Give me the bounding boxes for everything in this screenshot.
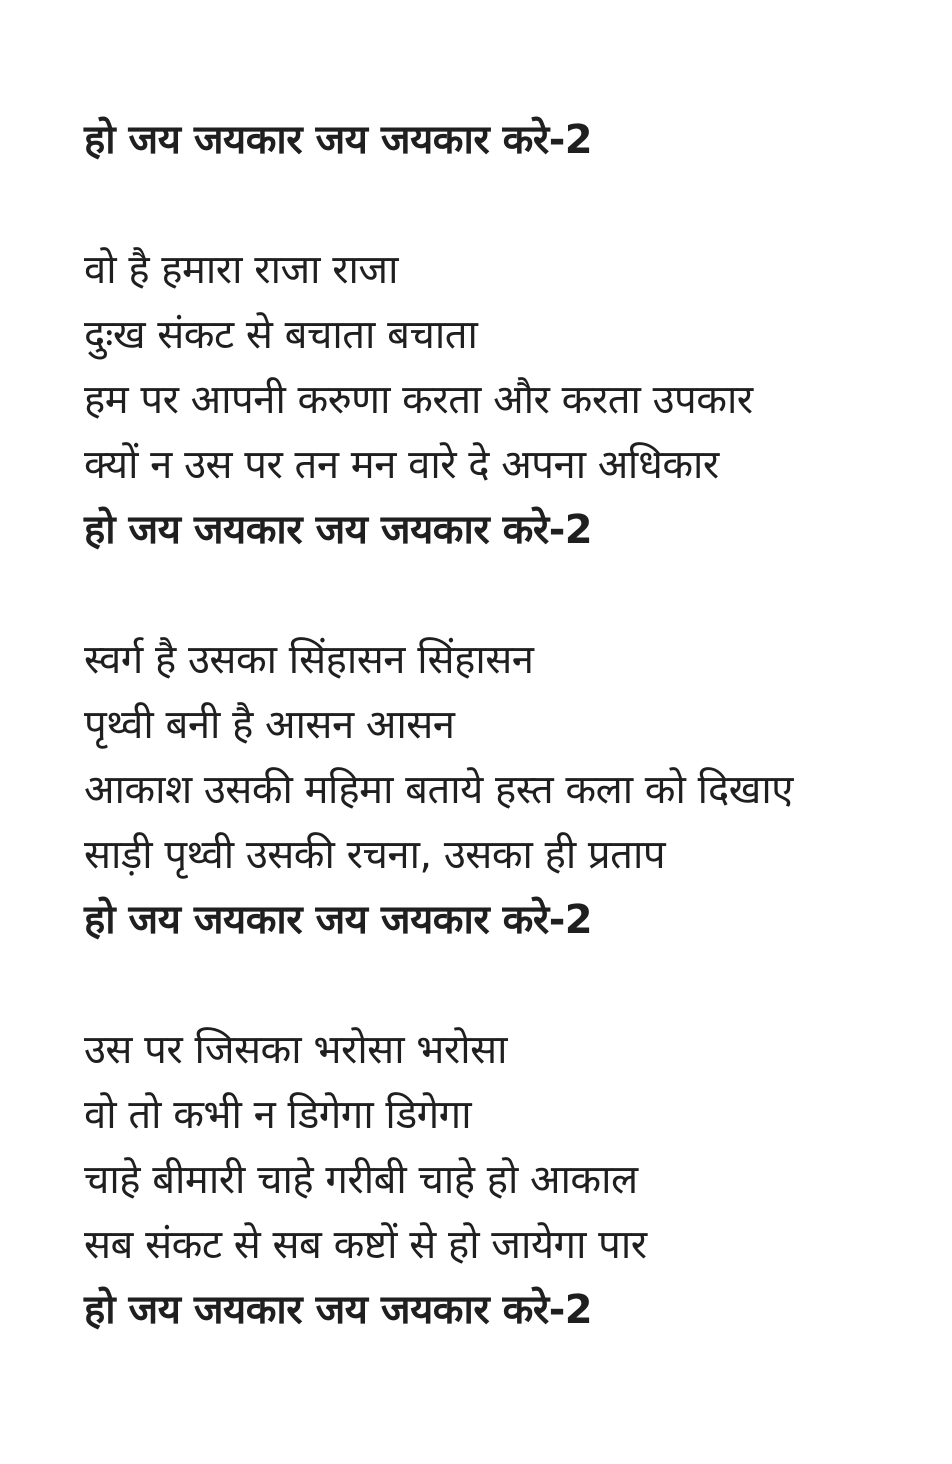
verse-3-chorus-line: हो जय जयकार जय जयकार करे-2 <box>84 1287 593 1333</box>
stanza-divider <box>84 953 924 1018</box>
verse-3 <box>84 1018 924 1343</box>
verse-3-line-4: सब संकट से सब कष्टों से हो जायेगा पार <box>84 1222 647 1268</box>
verse-2-line-3: आकाश उसकी महिमा बताये हस्त कला को दिखाए <box>84 767 793 813</box>
verse-2-line-2: पृथ्वी बनी है आसन आसन <box>84 702 455 748</box>
song-lyrics <box>84 108 924 1343</box>
verse-1 <box>84 238 924 563</box>
verse-3-line-1: उस पर जिसका भरोसा भरोसा <box>84 1027 508 1073</box>
stanza-divider <box>84 563 924 628</box>
verse-3-line-3: चाहे बीमारी चाहे गरीबी चाहे हो आकाल <box>84 1157 638 1203</box>
verse-1-chorus-line: हो जय जयकार जय जयकार करे-2 <box>84 507 593 553</box>
verse-2-chorus-line: हो जय जयकार जय जयकार करे-2 <box>84 897 593 943</box>
verse-1-line-4: क्यों न उस पर तन मन वारे दे अपना अधिकार <box>84 442 719 488</box>
verse-2-line-1: स्वर्ग है उसका सिंहासन सिंहासन <box>84 637 534 683</box>
intro-chorus-line: हो जय जयकार जय जयकार करे-2 <box>84 117 593 163</box>
verse-3-line-2: वो तो कभी न डिगेगा डिगेगा <box>84 1092 472 1138</box>
stanza-divider <box>84 173 924 238</box>
verse-1-line-1: वो है हमारा राजा राजा <box>84 247 398 293</box>
verse-2 <box>84 628 924 953</box>
verse-1-line-3: हम पर आपनी करुणा करता और करता उपकार <box>84 377 753 423</box>
verse-1-line-2: दुःख संकट से बचाता बचाता <box>84 312 478 358</box>
verse-2-line-4: साड़ी पृथ्वी उसकी रचना, उसका ही प्रताप <box>84 832 666 878</box>
